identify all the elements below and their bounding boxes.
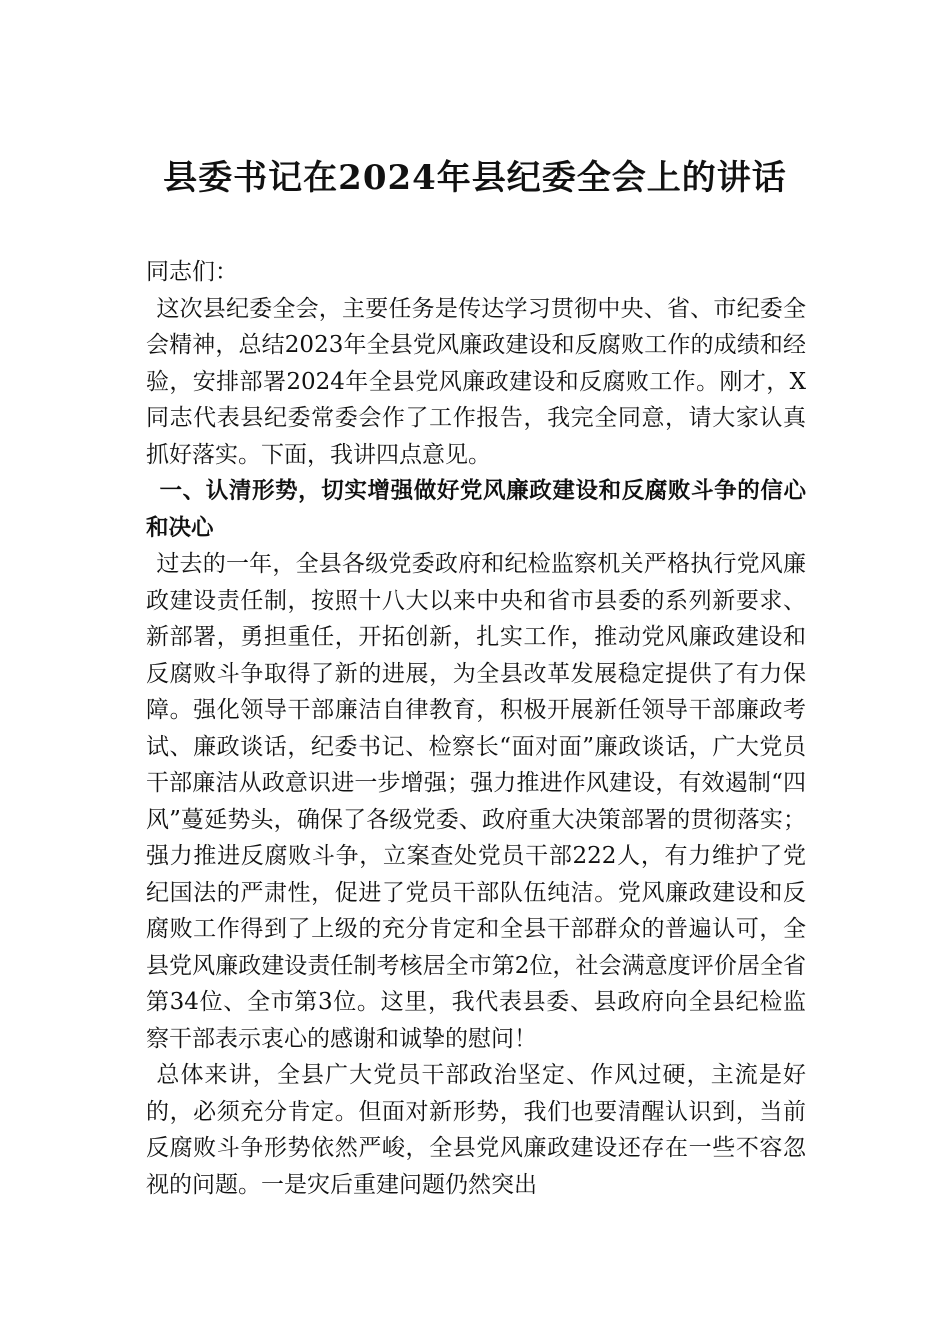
- intro-paragraph: 这次县纪委全会，主要任务是传达学习贯彻中央、省、市纪委全会精神，总结2023年全县党风廉政建设和反腐败工作的成绩和经验，安排部署2024年全县党风廉政建设和反腐败工作。刚才，X同志代表县纪委常委会作了工作报告，我完全同意，请大家认真抓好落实。下面，我讲四点意见。: [146, 295, 806, 468]
- salutation: 同志们：: [146, 259, 238, 285]
- section-1-paragraph-1: 过去的一年，全县各级党委政府和纪检监察机关严格执行党风廉政建设责任制，按照十八大以来中央和省市县委的系列新要求、新部署，勇担重任，开拓创新，扎实工作，推动党风廉政建设和反腐败斗争取得了新的进展，为全县改革发展稳定提供了有力保障。强化领导干部廉洁自律教育，积极开展新任领导干部廉政考试、廉政谈话，纪委书记、检察长“面对面”廉政谈话，广大党员干部廉洁从政意识进一步增强；强力推进作风建设，有效遏制“四风”蔓延势头，确保了各级党委、政府重大决策部署的贯彻落实；强力推进反腐败斗争，立案查处党员干部222人，有力维护了党纪国法的严肃性，促进了党员干部队伍纯洁。党风廉政建设和反腐败工作得到了上级的充分肯定和全县干部群众的普遍认可，全县党风廉政建设责任制考核居全市第2位，社会满意度评价居全省第34位、全市第3位。这里，我代表县委、县政府向全县纪检监察干部表示衷心的感谢和诚挚的慰问！: [146, 551, 806, 1052]
- section-1-paragraph-2: 总体来讲，全县广大党员干部政治坚定、作风过硬，主流是好的，必须充分肯定。但面对新形势，我们也要清醒认识到，当前反腐败斗争形势依然严峻，全县党风廉政建设还存在一些不容忽视的问题。一是灾后重建问题仍然突出: [146, 1062, 806, 1198]
- document-body: [146, 254, 806, 1203]
- document-title: 县委书记在2024年县纪委全会上的讲话: [163, 158, 787, 198]
- section-heading-1: 一、认清形势，切实增强做好党风廉政建设和反腐败斗争的信心和决心: [146, 478, 806, 541]
